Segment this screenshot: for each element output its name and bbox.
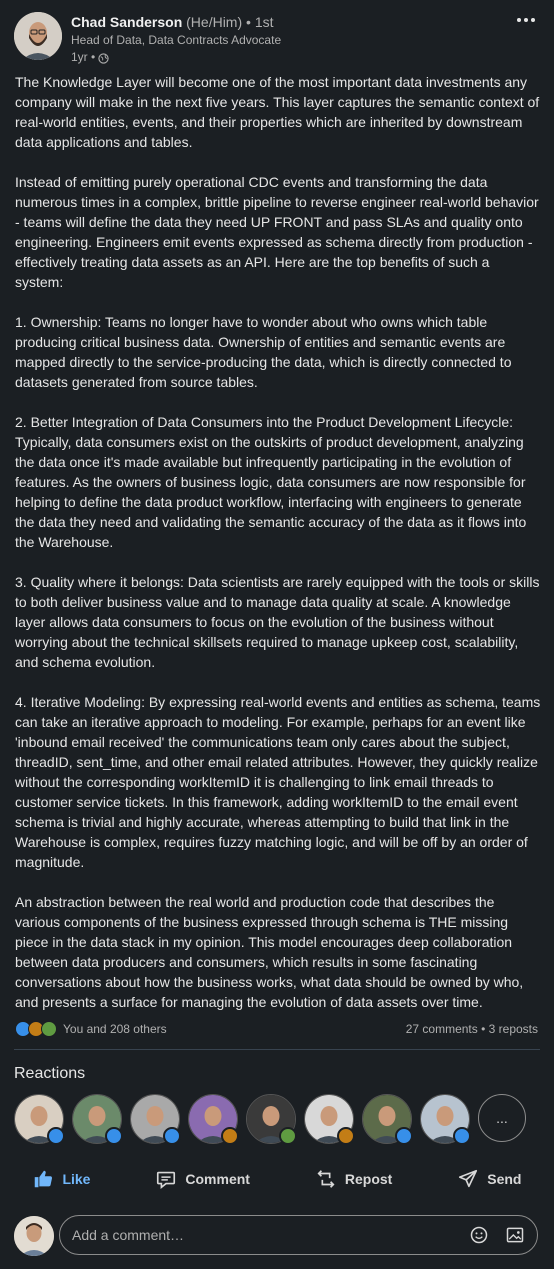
support-icon [279, 1127, 297, 1145]
like-button[interactable] [32, 1168, 90, 1190]
post-paragraph: An abstraction between the real world and production code that describes the various components of the business expressed through schema is THE missing piece in the data stack in my opinion. This model encourages deep collaboration between data producers and consumers, which results in some fascinating conversations about how the business works, what data should be owned by who, and presents a surface for managing the evolution of data assets over time. [15, 894, 524, 1010]
reactor-avatar[interactable] [246, 1094, 296, 1144]
post-paragraph: 3. Quality where it belongs: Data scientists are rarely equipped with the tools or skills to both deliver business value and to manage data quality at scale. A knowledge layer allows data consumers to focus on the evolution of the business without worrying about the technical skillsets required to manage upkeep cost, scalability, and schema evolution. [15, 574, 540, 670]
more-options-icon[interactable] [512, 10, 540, 30]
celebrate-icon [337, 1127, 355, 1145]
reactor-avatar[interactable] [14, 1094, 64, 1144]
reactions-heading: Reactions [14, 1065, 86, 1082]
user-avatar [14, 1216, 54, 1256]
reactor-avatar[interactable] [420, 1094, 470, 1144]
author-pronouns: (He/Him) [186, 14, 243, 30]
social-counts [15, 1019, 538, 1039]
engagement-counts [406, 1022, 538, 1036]
reactor-avatar[interactable] [362, 1094, 412, 1144]
reposts-count[interactable]: 3 reposts [488, 1022, 538, 1036]
post-paragraph: 4. Iterative Modeling: By expressing real-world events and entities as schema, teams can take an iterative approach to modeling. For example, perhaps for an event like 'inbound email received' the communications team only cares about the subject, threadID, sent_time, and other email related attributes. However, they quickly realize without the corresponding workItemID it is challenging to link email threads to customer service tickets. In this framework, adding workItemID to the email event schema is trivial and highly accurate, whereas attempting to build that link in the Warehouse is complex, requires fuzzy matching logic, and will be off by an order of magnitude. [15, 694, 541, 870]
globe-icon [98, 52, 109, 63]
post-paragraph: The Knowledge Layer will become one of the most important data investments any company will make in the next five years. This layer captures the semantic context of real-world entities, events, and their properties which are inherited by downstream data applications and tables. [15, 74, 540, 150]
celebrate-icon [221, 1127, 239, 1145]
repost-icon [315, 1168, 337, 1190]
comment-button[interactable] [155, 1168, 250, 1190]
emoji-icon[interactable] [467, 1223, 491, 1247]
send-button[interactable] [457, 1168, 521, 1190]
post-time: 1yr • [71, 50, 96, 64]
post-body [15, 72, 541, 1032]
author-headline: Head of Data, Data Contracts Advocate [71, 33, 282, 47]
reactor-list [14, 1094, 526, 1144]
author-name[interactable]: Chad Sanderson [71, 14, 183, 30]
repost-button[interactable] [315, 1168, 392, 1190]
more-reactors-button[interactable]: ... [478, 1094, 526, 1142]
post-meta [71, 49, 491, 65]
reaction-summary[interactable] [15, 1021, 167, 1037]
reactor-avatar[interactable] [130, 1094, 180, 1144]
author-name-line [71, 13, 491, 31]
comment-label: Comment [185, 1171, 250, 1187]
like-icon [453, 1127, 471, 1145]
support-reaction-icon [41, 1021, 57, 1037]
send-icon [457, 1168, 479, 1190]
post-paragraph: 1. Ownership: Teams no longer have to wonder about who owns which table producing critical business data. Ownership of entities and semantic events are mapped directly to the service-producing the data, which is directly connected to datasets generated from source tables. [15, 314, 512, 390]
like-icon [163, 1127, 181, 1145]
post-paragraph: 2. Better Integration of Data Consumers into the Product Development Lifecycle: Typically, data consumers exist on the outskirts of product development, analyzing the data once it's made available but infrequently participating in the evolution of features. As the owners of business logic, data consumers are now responsible for helping to define the data product workflow, interfacing with engineers to generate the data they need and validating the semantic accuracy of the data as it flows into the Warehouse. [15, 414, 527, 550]
image-icon[interactable] [503, 1223, 527, 1247]
comment-icon [155, 1168, 177, 1190]
like-label: Like [62, 1171, 91, 1187]
author-avatar[interactable] [14, 12, 62, 60]
reactor-avatar[interactable] [72, 1094, 122, 1144]
connection-degree: • 1st [246, 14, 274, 30]
send-label: Send [487, 1171, 522, 1187]
repost-label: Repost [344, 1171, 393, 1187]
like-icon [105, 1127, 123, 1145]
like-icon [47, 1127, 65, 1145]
reaction-count[interactable]: You and 208 others [63, 1022, 167, 1036]
comments-count[interactable]: 27 comments [405, 1022, 478, 1036]
divider [14, 1049, 540, 1050]
count-separator: • [481, 1022, 486, 1036]
like-icon [395, 1127, 413, 1145]
reactor-avatar[interactable] [304, 1094, 354, 1144]
comment-box[interactable] [59, 1215, 538, 1255]
post-paragraph: Instead of emitting purely operational CDC events and transforming the data numerous times in a complex, brittle pipeline to reverse engineer real-world behavior - teams will define the data they need UP FRONT and pass SLAs and quality onto engineering. Engineers emit events expressed as schema directly from production - effectively treating data assets as an API. Here are the top benefits of such a system: [15, 174, 539, 290]
action-bar [0, 1160, 554, 1198]
comment-input[interactable] [70, 1226, 455, 1244]
reactor-avatar[interactable] [188, 1094, 238, 1144]
author-info [71, 13, 491, 65]
like-icon [32, 1168, 54, 1190]
